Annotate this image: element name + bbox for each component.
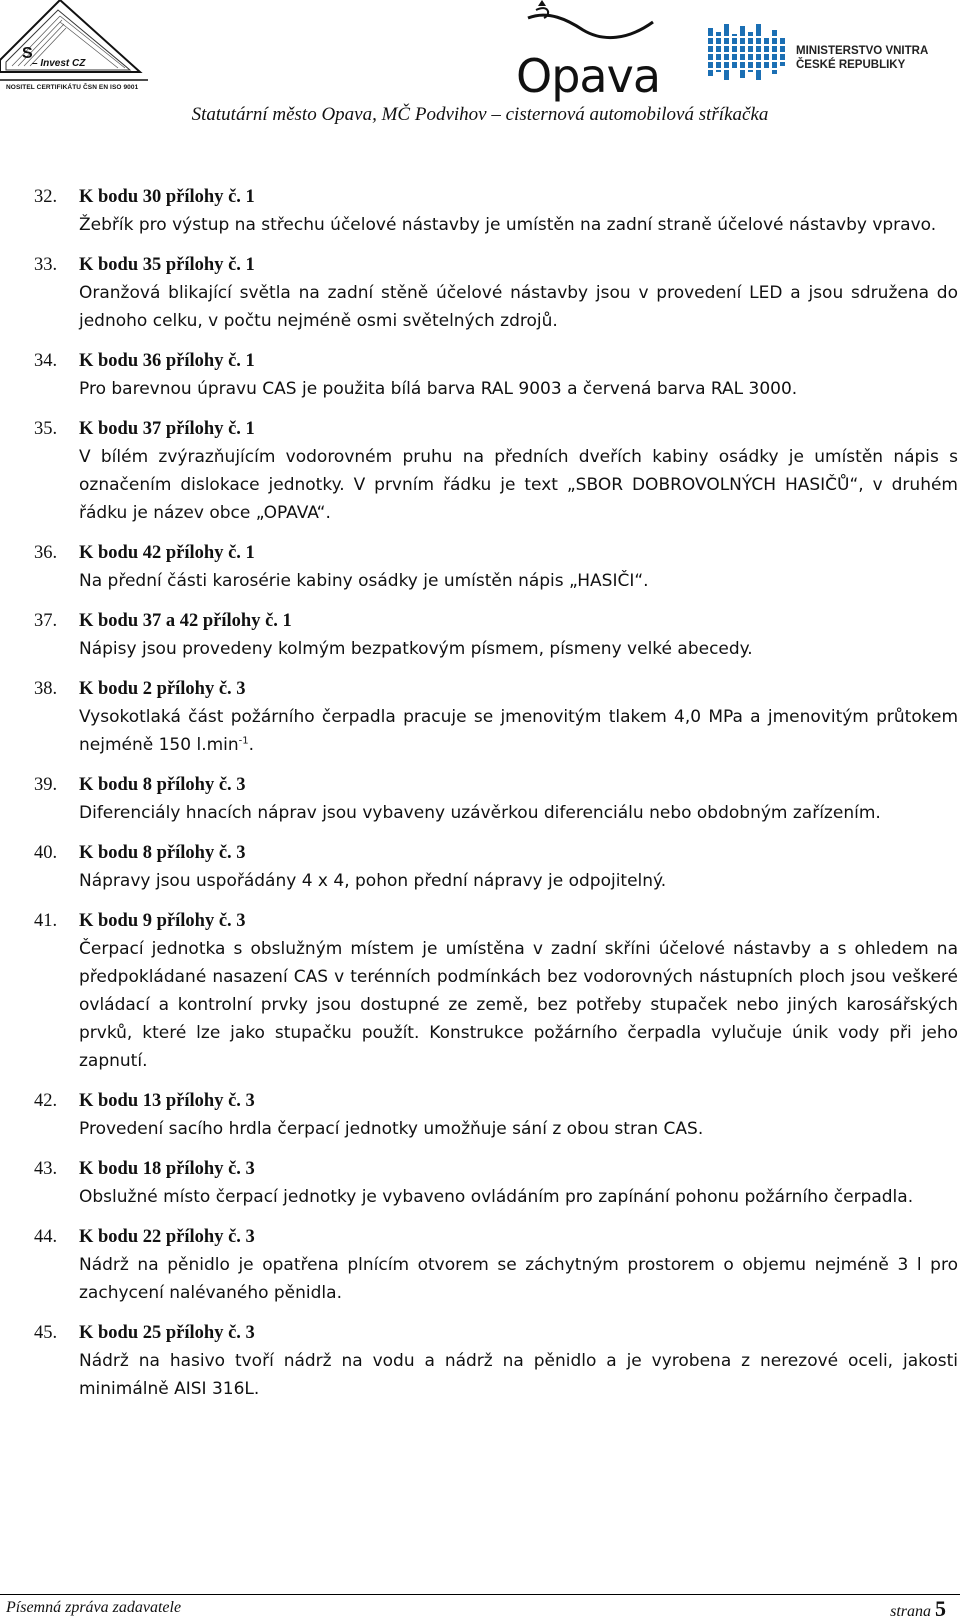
list-item [34, 539, 958, 595]
list-item [34, 907, 958, 1075]
item-text [79, 1115, 958, 1143]
item-title: K bodu 22 přílohy č. 3 [79, 1227, 255, 1247]
page-number-label [890, 1596, 946, 1622]
item-heading [34, 675, 958, 703]
item-number: 37. [34, 611, 58, 631]
item-text-main: Obslužné místo čerpací jednotky je vybaveno ovládáním pro zapínání pohonu požárního čerpadla. [79, 1187, 914, 1207]
item-heading [34, 251, 958, 279]
item-text-main: Oranžová blikající světla na zadní stěně účelové nástavby jsou v provedení LED a jsou sdružena do jednoho celku, v počtu nejméně osmi světelných zdrojů. [79, 283, 958, 331]
item-text [79, 567, 958, 595]
ministry-line-1: MINISTERSTVO VNITRA [796, 45, 929, 57]
item-number: 33. [34, 255, 58, 275]
list-item [34, 347, 958, 403]
item-text-main: Pro barevnou úpravu CAS je použita bílá barva RAL 9003 a červená barva RAL 3000. [79, 379, 798, 399]
item-text-main: Diferenciály hnacích náprav jsou vybaveny uzávěrkou diferenciálu nebo obdobným zařízením. [79, 803, 881, 823]
item-text [79, 211, 958, 239]
sinvest-brand: – Invest CZ [32, 58, 86, 69]
item-title: K bodu 25 přílohy č. 3 [79, 1323, 255, 1343]
list-item [34, 1087, 958, 1143]
item-heading [34, 1155, 958, 1183]
item-text [79, 1347, 958, 1403]
list-item [34, 1155, 958, 1211]
item-heading [34, 607, 958, 635]
item-heading [34, 347, 958, 375]
item-number: 41. [34, 911, 58, 931]
opava-swan-icon [508, 0, 678, 102]
item-text-superscript: -1 [238, 735, 249, 747]
list-item [34, 1223, 958, 1307]
item-text-main: Vysokotlaká část požárního čerpadla pracuje se jmenovitým tlakem 4,0 MPa a jmenovitým průtokem nejméně 150 l.min [79, 707, 958, 755]
sinvest-cert: NOSITEL CERTIFIKÁTU ČSN EN ISO 9001 [6, 84, 139, 91]
page-footer [0, 1594, 960, 1623]
svg-text:S: S [22, 45, 33, 62]
item-title: K bodu 37 přílohy č. 1 [79, 419, 255, 439]
item-number: 36. [34, 543, 58, 563]
item-heading [34, 415, 958, 443]
item-heading [34, 1319, 958, 1347]
item-heading [34, 839, 958, 867]
item-title: K bodu 36 přílohy č. 1 [79, 351, 255, 371]
item-text-main: Na přední části karosérie kabiny osádky je umístěn nápis „HASIČI“. [79, 571, 649, 591]
item-heading [34, 771, 958, 799]
item-number: 45. [34, 1323, 58, 1343]
item-text-main: Nápisy jsou provedeny kolmým bezpatkovým písmem, písmeny velké abecedy. [79, 639, 753, 659]
item-title: K bodu 9 přílohy č. 3 [79, 911, 246, 931]
item-text [79, 635, 958, 663]
ministry-interior-logo [708, 22, 938, 102]
item-text-main: Nápravy jsou uspořádány 4 x 4, pohon přední nápravy je odpojitelný. [79, 871, 667, 891]
page-header [0, 0, 960, 135]
item-title: K bodu 2 přílohy č. 3 [79, 679, 246, 699]
item-text [79, 867, 958, 895]
item-text [79, 1251, 958, 1307]
item-text [79, 1183, 958, 1211]
item-heading [34, 1087, 958, 1115]
item-title: K bodu 35 přílohy č. 1 [79, 255, 255, 275]
item-text [79, 443, 958, 527]
item-number: 42. [34, 1091, 58, 1111]
item-text-main: V bílém zvýrazňujícím vodorovném pruhu na předních dveřích kabiny osádky je umístěn nápis s označením dislokace jednotky. V prvním řádku je text „SBOR DOBROVOLNÝCH HASIČŮ“, v druhém řádku je název obce „OPAVA“. [79, 447, 958, 523]
item-number: 43. [34, 1159, 58, 1179]
item-title: K bodu 30 přílohy č. 1 [79, 187, 255, 207]
item-text [79, 935, 958, 1075]
item-text [79, 279, 958, 335]
item-heading [34, 1223, 958, 1251]
item-heading [34, 539, 958, 567]
item-number: 35. [34, 419, 58, 439]
page-number: 5 [935, 1596, 946, 1621]
page-prefix: strana [890, 1603, 935, 1620]
item-title: K bodu 8 přílohy č. 3 [79, 843, 246, 863]
ministry-line-2: ČESKÉ REPUBLIKY [796, 59, 906, 71]
item-number: 38. [34, 679, 58, 699]
list-item [34, 415, 958, 527]
list-item [34, 607, 958, 663]
item-number: 32. [34, 187, 58, 207]
item-heading [34, 183, 958, 211]
item-title: K bodu 13 přílohy č. 3 [79, 1091, 255, 1111]
item-heading [34, 907, 958, 935]
svg-text:Opava: Opava [516, 49, 661, 102]
ministry-dots-icon [708, 22, 792, 86]
item-text [79, 703, 958, 759]
item-title: K bodu 18 přílohy č. 3 [79, 1159, 255, 1179]
item-number: 40. [34, 843, 58, 863]
item-text-tail: . [248, 735, 255, 755]
item-text-main: Nádrž na pěnidlo je opatřena plnícím otvorem se záchytným prostorem o objemu nejméně 3 l pro zachycení nalévaného pěnidla. [79, 1255, 958, 1303]
item-title: K bodu 8 přílohy č. 3 [79, 775, 246, 795]
list-item [34, 839, 958, 895]
item-title: K bodu 42 přílohy č. 1 [79, 543, 255, 563]
list-item [34, 1319, 958, 1403]
opava-logo [508, 0, 678, 102]
item-text-main: Čerpací jednotka s obslužným místem je umístěna v zadní skříni účelové nástavby a s ohledem na předpokládané nasazení CAS v terénních podmínkách bez vodorovných nástupních ploch jsou veškeré ovládací a kontrolní prvky jsou dostupné ze země, bez potřeby stupaček nebo jiných karosářských prvků, které lze jako stupačku použít. Konstrukce požárního čerpadla vylučuje únik vody při jeho zapnutí. [79, 939, 958, 1071]
item-text-main: Žebřík pro výstup na střechu účelové nástavby je umístěn na zadní straně účelové nástavby vpravo. [79, 215, 937, 235]
item-number: 39. [34, 775, 58, 795]
list-item [34, 771, 958, 827]
item-number: 34. [34, 351, 58, 371]
footer-title: Písemná zpráva zadavatele [6, 1599, 182, 1616]
list-item [34, 675, 958, 759]
item-text [79, 799, 958, 827]
list-item [34, 183, 958, 239]
item-title: K bodu 37 a 42 přílohy č. 1 [79, 611, 292, 631]
running-head: Statutární město Opava, MČ Podvihov – cisternová automobilová stříkačka [191, 104, 769, 125]
document-body [34, 183, 958, 1415]
sinvest-logo [0, 0, 148, 98]
item-text-main: Provedení sacího hrdla čerpací jednotky umožňuje sání z obou stran CAS. [79, 1119, 704, 1139]
list-item [34, 251, 958, 335]
item-text [79, 375, 958, 403]
item-number: 44. [34, 1227, 58, 1247]
item-text-main: Nádrž na hasivo tvoří nádrž na vodu a nádrž na pěnidlo a je vyrobena z nerezové oceli, jakosti minimálně AISI 316L. [79, 1351, 958, 1399]
ministry-name [796, 44, 928, 72]
